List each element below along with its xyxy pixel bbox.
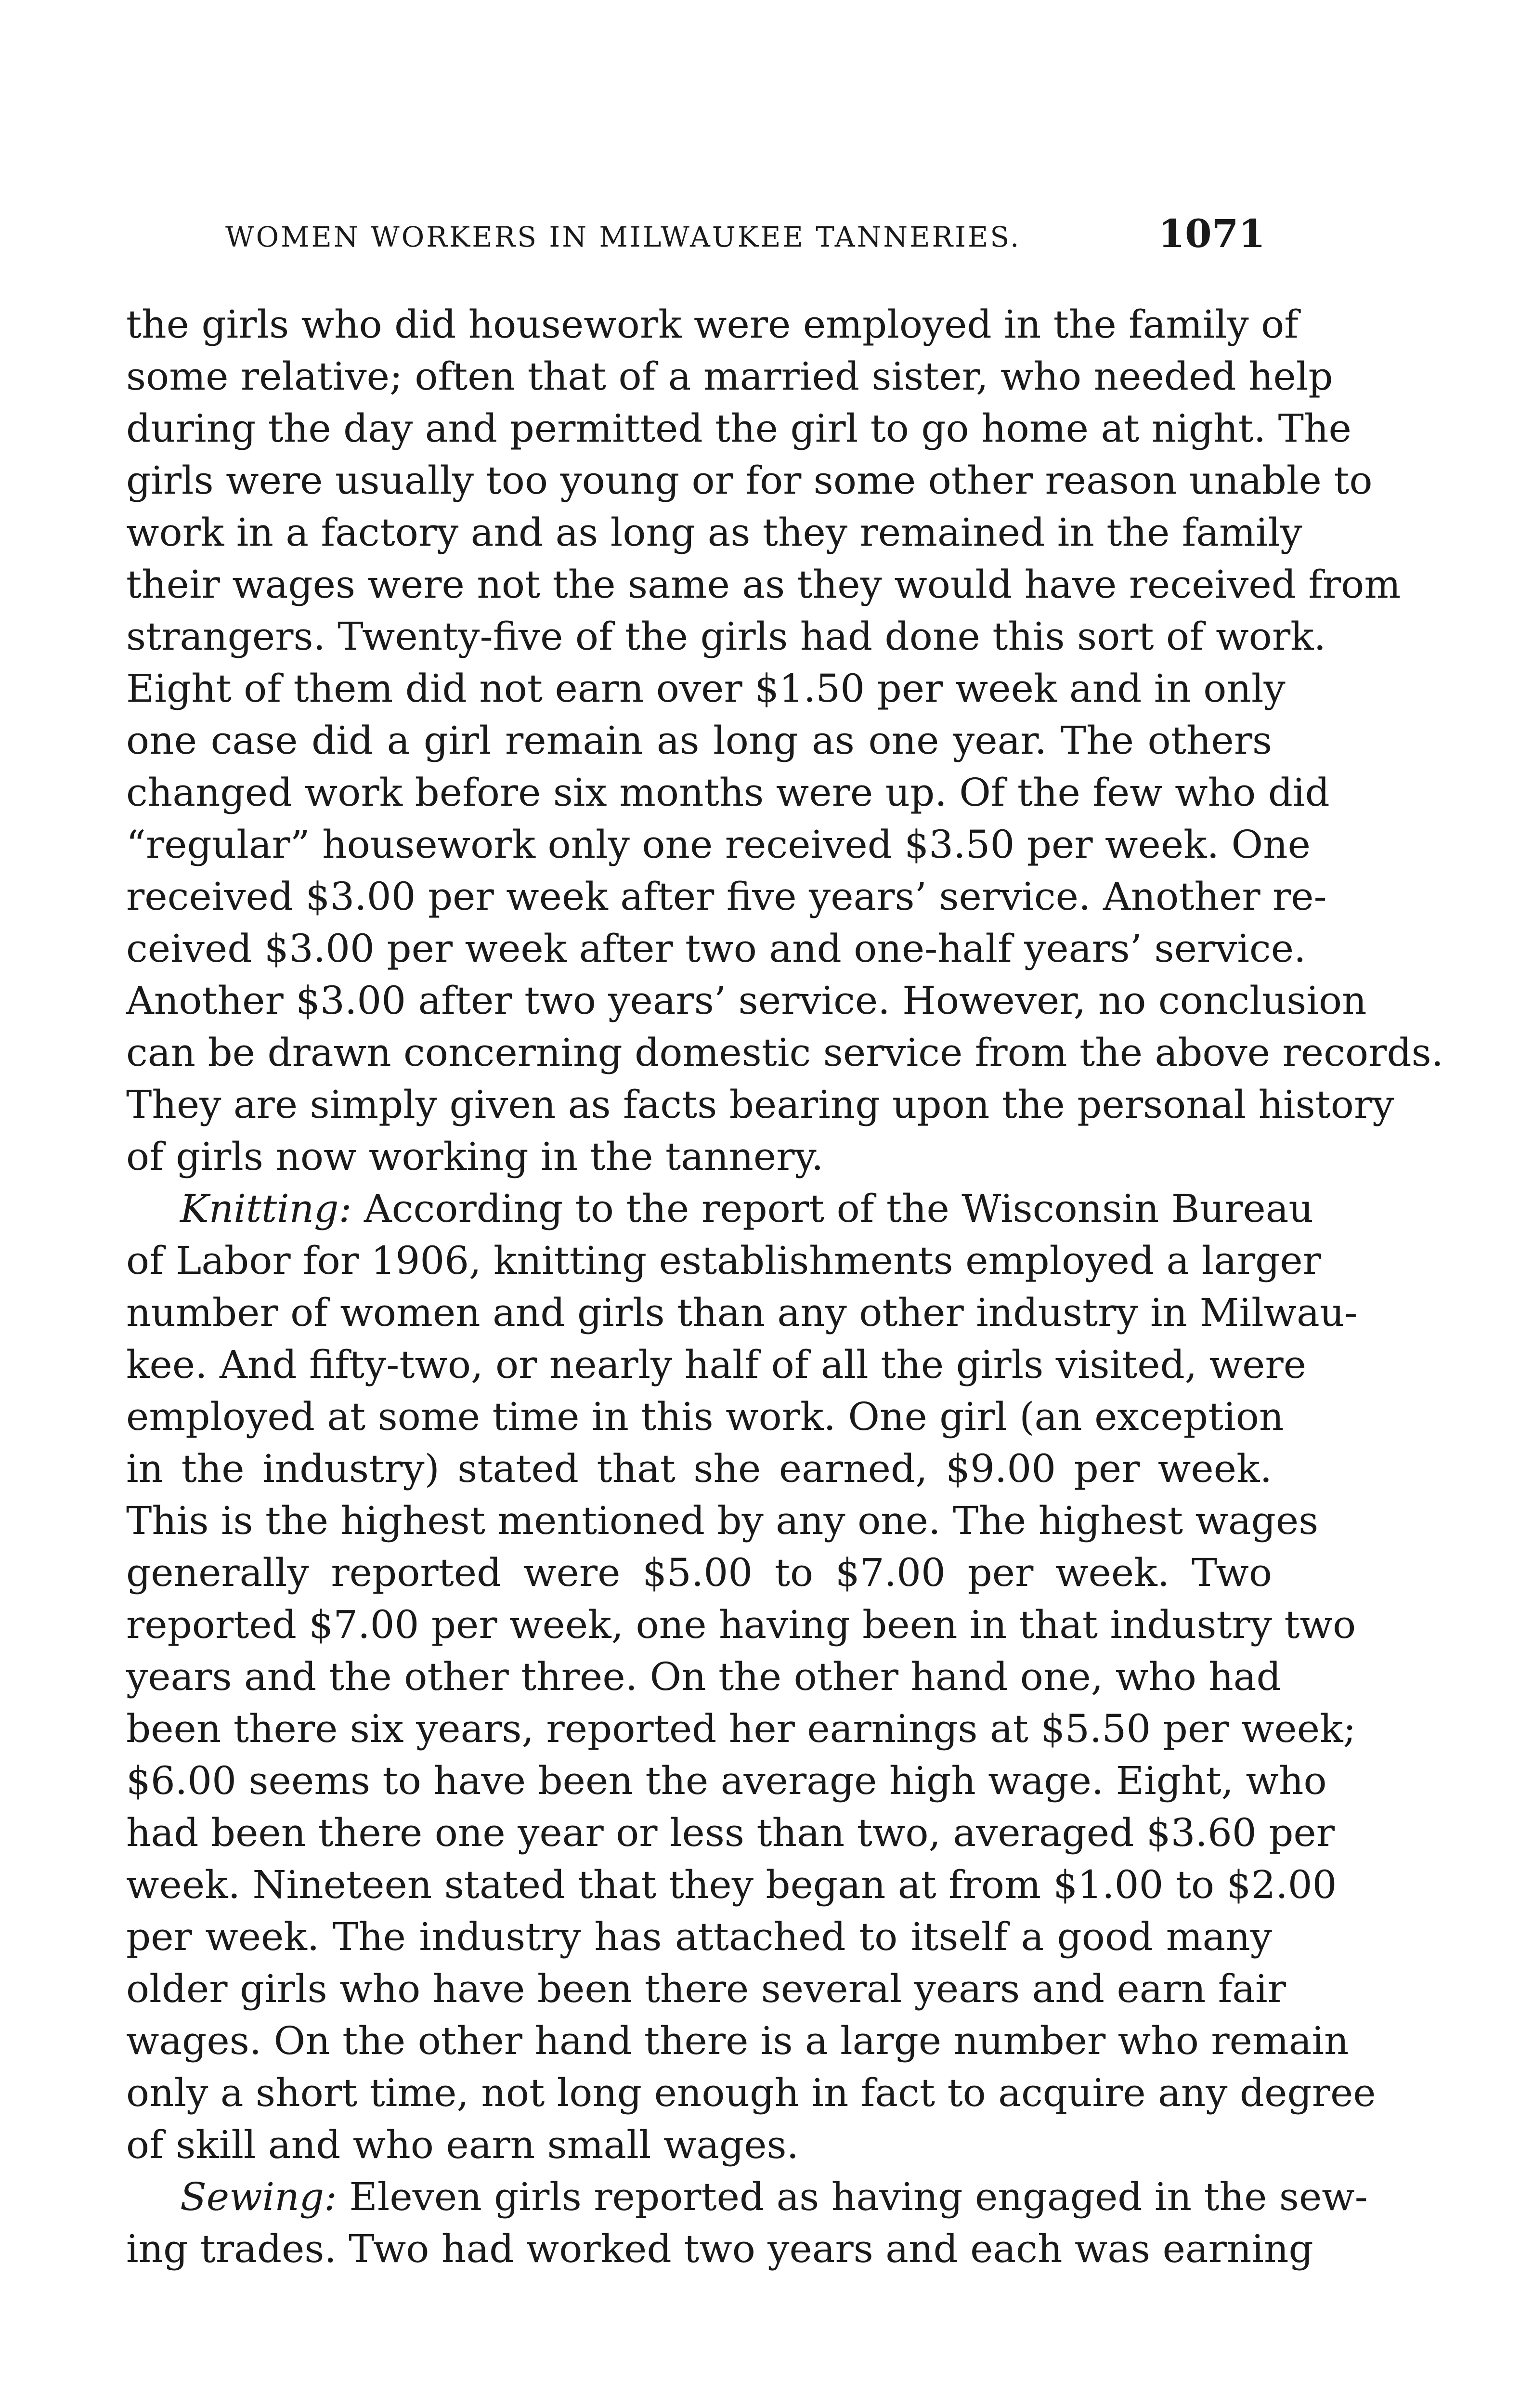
text-line: changed work before six months were up. Of the few who did xyxy=(126,770,1330,815)
text-line: “regular” housework only one received $3.50 per week. One xyxy=(126,822,1311,867)
text-line: years and the other three. On the other hand one, who had xyxy=(126,1654,1281,1699)
text-line: strangers. Twenty-five of the girls had done this sort of work. xyxy=(126,614,1326,659)
text-line: some relative; often that of a married sister, who needed help xyxy=(126,354,1333,399)
text-line: reported $7.00 per week, one having been in that industry two xyxy=(126,1602,1356,1647)
text-line: in the industry) stated that she earned, $9.00 per week. xyxy=(126,1446,1272,1491)
text-line: of Labor for 1906, knitting establishments employed a larger xyxy=(126,1238,1321,1283)
text-line: one case did a girl remain as long as one year. The others xyxy=(126,718,1272,763)
text-line: the girls who did housework were employed in the family of xyxy=(126,302,1299,347)
text-line: Eight of them did not earn over $1.50 per week and in only xyxy=(126,666,1286,711)
page-header xyxy=(225,211,1265,264)
run-in-heading: Knitting: xyxy=(180,1186,352,1231)
text-line: They are simply given as facts bearing upon the personal history xyxy=(126,1082,1394,1127)
text-line: received $3.00 per week after five years’ service. Another re- xyxy=(126,874,1327,919)
paragraph-domestic-service xyxy=(126,299,1444,1183)
paragraph-sewing xyxy=(126,2171,1368,2275)
text-line: work in a factory and as long as they remained in the family xyxy=(126,510,1302,555)
text-line: of girls now working in the tannery. xyxy=(126,1134,824,1179)
text-line-rest: According to the report of the Wisconsin Bureau xyxy=(364,1186,1313,1231)
text-line: Another $3.00 after two years’ service. However, no conclusion xyxy=(126,978,1367,1023)
text-line: girls were usually too young or for some other reason unable to xyxy=(126,458,1373,503)
running-head: WOMEN WORKERS IN MILWAUKEE TANNERIES. xyxy=(225,221,1021,253)
page-number: 1071 xyxy=(1158,211,1265,256)
text-line: wages. On the other hand there is a large number who remain xyxy=(126,2018,1349,2063)
text-line-rest: Eleven girls reported as having engaged in the sew- xyxy=(349,2174,1368,2219)
text-line-first xyxy=(126,2171,1368,2223)
paragraph-knitting xyxy=(126,1183,1376,2171)
text-line: their wages were not the same as they would have received from xyxy=(126,562,1401,607)
text-line: had been there one year or less than two, averaged $3.60 per xyxy=(126,1810,1335,1855)
text-line: during the day and permitted the girl to go home at night. The xyxy=(126,406,1351,451)
text-line: of skill and who earn small wages. xyxy=(126,2122,799,2167)
text-line: per week. The industry has attached to itself a good many xyxy=(126,1914,1272,1959)
run-in-heading: Sewing: xyxy=(180,2174,337,2219)
text-line: week. Nineteen stated that they began at from $1.00 to $2.00 xyxy=(126,1862,1337,1907)
text-line: employed at some time in this work. One girl (an exception xyxy=(126,1394,1284,1439)
text-line: been there six years, reported her earnings at $5.50 per week; xyxy=(126,1706,1356,1751)
text-line: older girls who have been there several years and earn fair xyxy=(126,1966,1286,2011)
text-line: only a short time, not long enough in fact to acquire any degree xyxy=(126,2070,1376,2115)
text-line: number of women and girls than any other industry in Milwau- xyxy=(126,1290,1358,1335)
text-line: $6.00 seems to have been the average high wage. Eight, who xyxy=(126,1758,1327,1803)
text-line: generally reported were $5.00 to $7.00 per week. Two xyxy=(126,1550,1272,1595)
body-text xyxy=(126,299,1444,2275)
text-line: can be drawn concerning domestic service from the above records. xyxy=(126,1030,1444,1075)
text-line: kee. And fifty-two, or nearly half of all the girls visited, were xyxy=(126,1342,1307,1387)
text-line-first xyxy=(126,1183,1313,1235)
text-line: ceived $3.00 per week after two and one-half years’ service. xyxy=(126,926,1306,971)
text-line: This is the highest mentioned by any one. The highest wages xyxy=(126,1498,1319,1543)
text-line: ing trades. Two had worked two years and each was earning xyxy=(126,2226,1313,2271)
